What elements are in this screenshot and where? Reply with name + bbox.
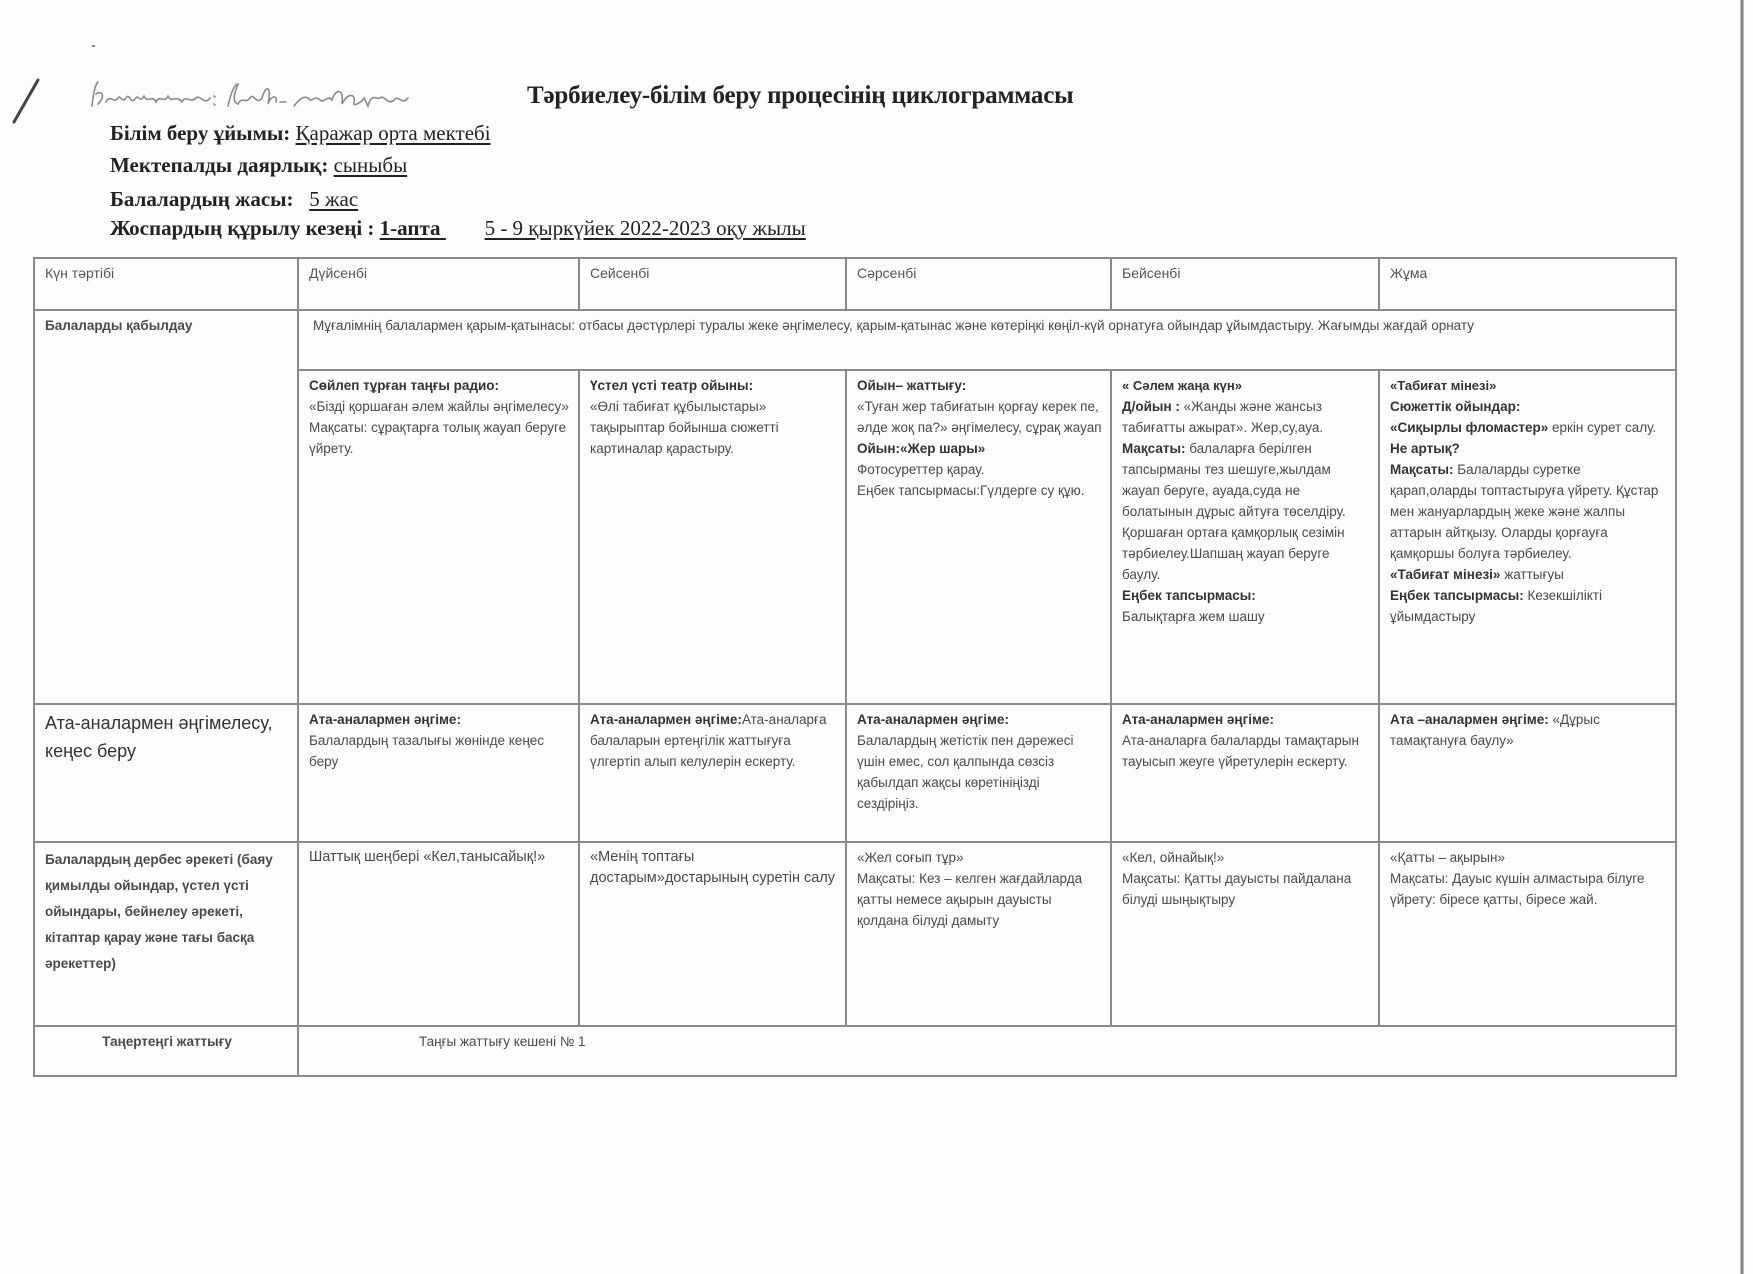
reception-tuesday-text: «Өлі табиғат құбылыстары» тақырыптар бойынша сюжетті картиналар қарастыру. bbox=[590, 399, 779, 456]
reception-friday-plot-games: Сюжеттік ойындар: bbox=[1390, 399, 1521, 414]
reception-wednesday bbox=[846, 370, 1111, 704]
cyclogram-table bbox=[33, 257, 1677, 1077]
reception-friday-exercise-title: «Табиғат мінезі» bbox=[1390, 567, 1501, 582]
page-edge-shadow bbox=[1740, 0, 1744, 1274]
reception-wednesday-game-title: Ойын:«Жер шары» bbox=[857, 441, 986, 456]
reception-wednesday-title: Ойын– жаттығу: bbox=[857, 378, 967, 393]
reception-friday-magic-title: «Сиқырлы фломастер» bbox=[1390, 420, 1549, 435]
reception-thursday bbox=[1111, 370, 1379, 704]
independent-wednesday-text: Мақсаты: Кез – келген жағдайларда қатты немесе ақырын дауысты қолдана білуді дамыту bbox=[857, 871, 1083, 928]
parents-monday-text: Балалардың тазалығы жөнінде кеңес беру bbox=[309, 733, 545, 769]
table-header-row bbox=[34, 258, 1676, 310]
meta-period bbox=[110, 216, 806, 241]
age-value: 5 жас bbox=[309, 187, 359, 211]
reception-thursday-game-text: «Жанды және жансыз табиғатты ажырат». Жер,су,ауа. bbox=[1122, 399, 1324, 435]
reception-tuesday-title: Үстел үсті театр ойыны: bbox=[590, 378, 754, 393]
reception-friday-exercise-text: жаттығуы bbox=[1500, 567, 1564, 582]
handwritten-note bbox=[86, 78, 506, 114]
header-monday: Дүйсенбі bbox=[298, 258, 579, 310]
parents-tuesday bbox=[579, 704, 846, 842]
reception-thursday-goal-label: Мақсаты: bbox=[1122, 441, 1186, 456]
meta-class bbox=[110, 153, 407, 178]
parents-thursday-text: Ата-аналарға балаларды тамақтарын тауысып жеуге үйретулерін ескерту. bbox=[1122, 733, 1359, 769]
class-label: Мектепалды даярлық: bbox=[110, 153, 329, 177]
age-label: Балалардың жасы: bbox=[110, 187, 294, 211]
row-label-independent: Балалардың дербес әрекеті (баяу қимылды ойындар, үстел үсті ойындары, бейнелеу әрекеті, кітаптар қарау және тағы басқа әрекеттер) bbox=[34, 842, 298, 1026]
morning-exercise-text: Таңғы жаттығу кешені № 1 bbox=[298, 1026, 1676, 1076]
reception-wednesday-text: «Туған жер табиғатын қорғау керек пе, әлде жоқ па?» әңгімелесу, сұрақ жауап bbox=[857, 399, 1102, 435]
reception-friday-labor-label: Еңбек тапсырмасы: bbox=[1390, 588, 1524, 603]
independent-friday-text: Мақсаты: Дауыс күшін алмастыра білуге үйрету: біресе қатты, біресе жай. bbox=[1390, 871, 1645, 907]
reception-friday bbox=[1379, 370, 1676, 704]
header-tuesday: Сейсенбі bbox=[579, 258, 846, 310]
reception-tuesday bbox=[579, 370, 846, 704]
parents-tuesday-title: Ата-аналармен әңгіме: bbox=[590, 712, 742, 727]
header-schedule: Күн тәртібі bbox=[34, 258, 298, 310]
reception-friday-labor-text: Кезекшілікті ұйымдастыру bbox=[1390, 588, 1602, 624]
independent-wednesday-title: «Жел соғып тұр» bbox=[857, 850, 964, 865]
parents-tuesday-text: Ата-аналарға балаларын ертеңгілік жаттығуға үлгертіп алып келулерін ескерту. bbox=[590, 712, 827, 769]
reception-monday-goal: Мақсаты: сұрақтарға толық жауап беруге үйрету. bbox=[309, 420, 567, 456]
meta-organization bbox=[110, 121, 491, 146]
header-wednesday: Сәрсенбі bbox=[846, 258, 1111, 310]
parents-monday bbox=[298, 704, 579, 842]
parents-friday-title: Ата –аналармен әңгіме: bbox=[1390, 712, 1549, 727]
parents-wednesday-title: Ата-аналармен әңгіме: bbox=[857, 712, 1009, 727]
independent-thursday bbox=[1111, 842, 1379, 1026]
parents-monday-title: Ата-аналармен әңгіме: bbox=[309, 712, 461, 727]
reception-monday-title: Сөйлеп тұрған таңғы радио: bbox=[309, 378, 500, 393]
period-week: 1-апта bbox=[379, 216, 441, 240]
org-label: Білім беру ұйымы: bbox=[110, 121, 291, 145]
scan-speck bbox=[92, 45, 95, 47]
period-gap bbox=[441, 216, 485, 241]
parents-wednesday bbox=[846, 704, 1111, 842]
header-friday: Жұма bbox=[1379, 258, 1676, 310]
reception-monday bbox=[298, 370, 579, 704]
parents-wednesday-text: Балалардың жетістік пен дәрежесі үшін емес, сол қалпында сөзсіз қабылдап жақсы көретініңізді сездіріңіз. bbox=[857, 733, 1074, 811]
reception-wednesday-game-text: Фотосуреттер қарау. bbox=[857, 462, 985, 477]
reception-friday-magic-text: еркін сурет салу. bbox=[1548, 420, 1657, 435]
parents-thursday bbox=[1111, 704, 1379, 842]
header-thursday: Бейсенбі bbox=[1111, 258, 1379, 310]
independent-friday-title: «Қатты – ақырын» bbox=[1390, 850, 1505, 865]
reception-friday-goal-text: Балаларды суретке қарап,оларды топтастыруға үйрету. Құстар мен жануарлардың жеке және жалпы аттарын айтқызу. Оларды қорғауға қамқоршы болуға тәрбиелеу. bbox=[1390, 462, 1659, 561]
table-row-morning-exercise bbox=[34, 1026, 1676, 1076]
parents-friday bbox=[1379, 704, 1676, 842]
reception-friday-title: «Табиғат мінезі» bbox=[1390, 378, 1497, 393]
independent-monday: Шаттық шеңбері «Кел,танысайық!» bbox=[298, 842, 579, 1026]
independent-wednesday bbox=[846, 842, 1111, 1026]
independent-thursday-title: «Кел, ойнайық!» bbox=[1122, 850, 1225, 865]
reception-thursday-goal-text: балаларға берілген тапсырманы тез шешуге,жылдам жауап беруге, ауада,суда не болатынын дұрыс айтуға төселдіру. bbox=[1122, 441, 1346, 519]
reception-thursday-title: « Сәлем жаңа күн» bbox=[1122, 378, 1242, 393]
parents-thursday-title: Ата-аналармен әңгіме: bbox=[1122, 712, 1274, 727]
period-label: Жоспардың құрылу кезеңі : bbox=[110, 216, 375, 240]
independent-tuesday: «Менің топтағы достарым»достарының суретін салу bbox=[579, 842, 846, 1026]
pen-mark bbox=[6, 76, 46, 126]
reception-thursday-care: Қоршаған ортаға қамқорлық сезімін тәрбиелеу.Шапшаң жауап беруге баулу. bbox=[1122, 525, 1345, 582]
reception-thursday-labor-label: Еңбек тапсырмасы: bbox=[1122, 588, 1256, 603]
class-value: сыныбы bbox=[333, 153, 408, 177]
row-label-morning: Таңертеңгі жаттығу bbox=[34, 1026, 298, 1076]
meta-age bbox=[110, 187, 358, 212]
org-value: Қаражар орта мектебі bbox=[295, 121, 491, 145]
table-row-independent bbox=[34, 842, 1676, 1026]
table-row-reception-common bbox=[34, 310, 1676, 370]
reception-monday-text: «Бізді қоршаған әлем жайлы әңгімелесу» bbox=[309, 399, 569, 414]
reception-friday-odd-title: Не артық? bbox=[1390, 441, 1460, 456]
reception-common-text: Мұғалімнің балалармен қарым-қатынасы: отбасы дәстүрлері туралы жеке әңгімелесу, қарым-қатынас және көтеріңкі көңіл-күй орнатуға ойындар ұйымдастыру. Жағымды жағдай орнату bbox=[298, 310, 1676, 370]
reception-wednesday-labor: Еңбек тапсырмасы:Гүлдерге су құю. bbox=[857, 483, 1085, 498]
independent-thursday-text: Мақсаты: Қатты дауысты пайдалана білуді шыңықтыру bbox=[1122, 871, 1352, 907]
reception-thursday-labor-text: Балықтарға жем шашу bbox=[1122, 609, 1265, 624]
row-label-parents: Ата-аналармен әңгімелесу, кеңес беру bbox=[34, 704, 298, 842]
table-row-parents bbox=[34, 704, 1676, 842]
parents-friday-text: «Дұрыс тамақтануға баулу» bbox=[1390, 712, 1600, 748]
reception-friday-goal-label: Мақсаты: bbox=[1390, 462, 1454, 477]
independent-friday bbox=[1379, 842, 1676, 1026]
reception-thursday-game-label: Д/ойын : bbox=[1122, 399, 1180, 414]
document-title: Тәрбиелеу-білім беру процесінің циклограммасы bbox=[527, 82, 1074, 109]
period-dates: 5 - 9 қыркүйек 2022-2023 оқу жылы bbox=[484, 216, 806, 240]
row-label-reception: Балаларды қабылдау bbox=[34, 310, 298, 704]
